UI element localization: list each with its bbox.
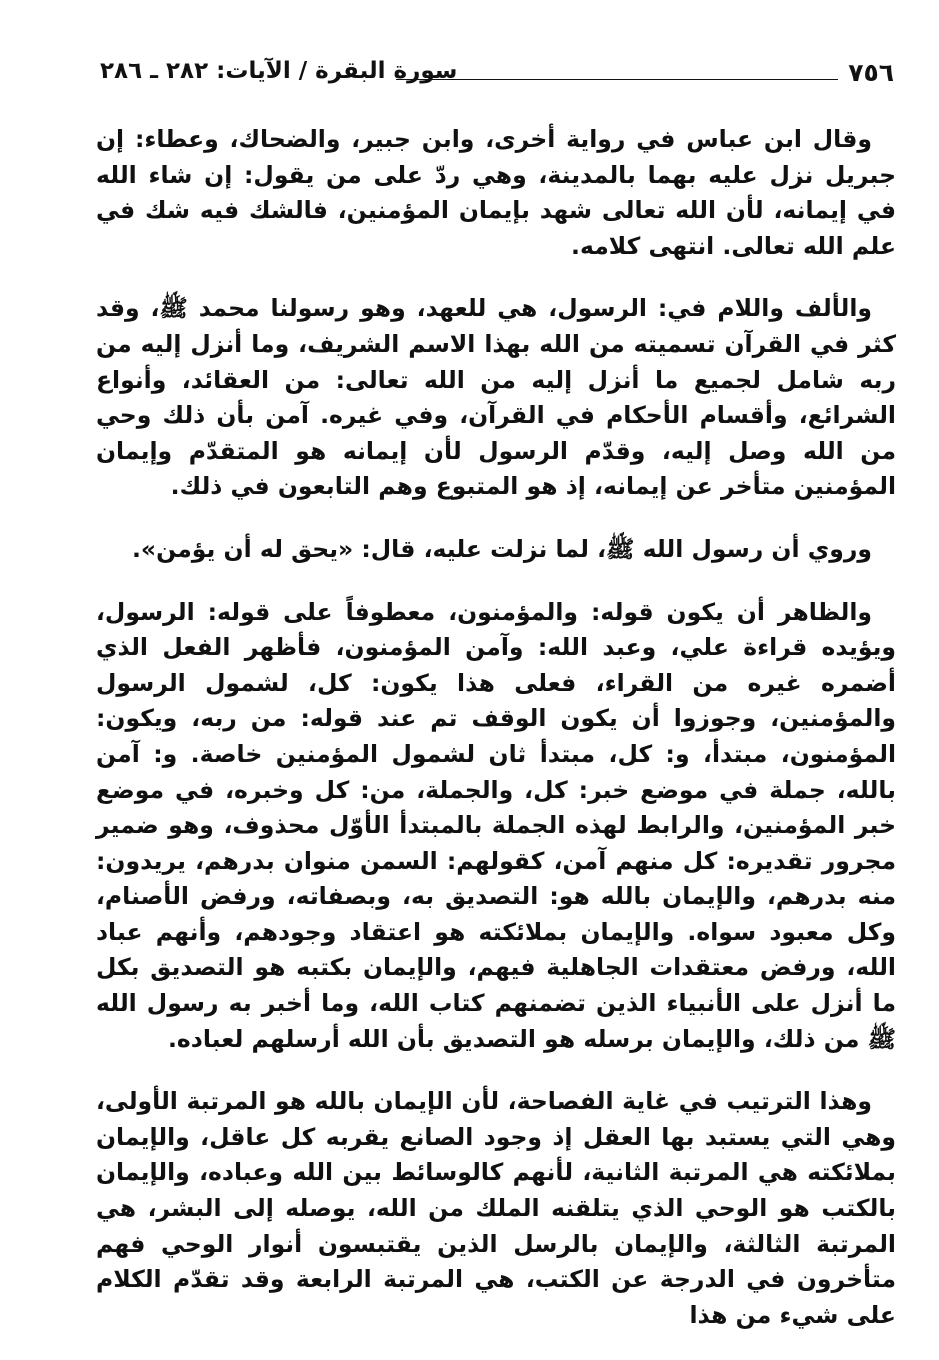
paragraph-5: وهذا الترتيب في غاية الفصاحة، لأن الإيمان بالله هو المرتبة الأولى، وهي التي يستبد بها العقل إذ وجود الصانع يقربه كل عاقل، والإيمان بملائكته هي المرتبة الثانية، لأنهم كالوسائط بين الله وعباده، والإيمان بالكتب هو الوحي الذي يتلقنه الملك من الله، يوصله إلى البشر، هي المرتبة الثالثة، والإيمان بالرسل الذين يقتبسون أنوار الوحي فهم متأخرون في الدرجة عن الكتب، هي المرتبة الرابعة وقد تقدّم الكلام على شيء من هذا [96, 1087, 896, 1329]
running-head [96, 52, 896, 92]
running-title: سورة البقرة / الآيات: ٢٨٢ ـ ٢٨٦ [100, 58, 458, 84]
header-rule [396, 79, 838, 80]
page [96, 52, 896, 1360]
paragraph-2: والألف واللام في: الرسول، هي للعهد، وهو رسولنا محمد ﷺ، وقد كثر في القرآن تسميته من الله بهذا الاسم الشريف، وما أنزل إليه من ربه شامل لجميع ما أنزل إليه من الله تعالى: من العقائد، وأنواع الشرائع، وأقسام الأحكام في القرآن، وفي غيره. آمن بأن ذلك وحي من الله وصل إليه، وقدّم الرسول لأن إيمانه هو المتقدّم وإيمان المؤمنين متأخر عن إيمانه، إذ هو المتبوع وهم التابعون في ذلك. [96, 294, 896, 501]
paragraph-4: والظاهر أن يكون قوله: والمؤمنون، معطوفاً على قوله: الرسول، ويؤيده قراءة علي، وعبد الله: وآمن المؤمنون، فأظهر الفعل الذي أضمره غيره من القراء، فعلى هذا يكون: كل، لشمول الرسول والمؤمنين، وجوزوا أن يكون الوقف تم عند قوله: من ربه، ويكون: المؤمنون، مبتدأ، و: كل، مبتدأ ثان لشمول المؤمنين خاصة. و: آمن بالله، جملة في موضع خبر: كل، والجملة، من: كل وخبره، في موضع خبر المؤمنين، والرابط لهذه الجملة بالمبتدأ الأوّل محذوف، وهو ضمير مجرور تقديره: كل منهم آمن، كقولهم: السمن منوان بدرهم، يريدون: منه بدرهم، والإيمان بالله هو: التصديق به، وبصفاته، ورفض الأصنام، وكل معبود سواه. والإيمان بملائكته هو اعتقاد وجودهم، وأنهم عباد الله، ورفض معتقدات الجاهلية فيهم، والإيمان بكتبه هو التصديق بكل ما أنزل على الأنبياء الذين تضمنهم كتاب الله، وما أخبر به رسول الله ﷺ من ذلك، والإيمان برسله هو التصديق بأن الله أرسلهم لعباده. [96, 597, 896, 1053]
paragraph-1: وقال ابن عباس في رواية أخرى، وابن جبير، والضحاك، وعطاء: إن جبريل نزل عليه بهما بالمدينة، وهي ردّ على من يقول: إن شاء الله في إيمانه، لأن الله تعالى شهد بإيمان المؤمنين، فالشك فيه شك في علم الله تعالى. انتهى كلامه. [96, 125, 896, 260]
body-text [96, 122, 896, 1333]
page-number: ٧٥٦ [848, 58, 894, 87]
paragraph-3: وروي أن رسول الله ﷺ، لما نزلت عليه، قال: «يحق له أن يؤمن». [131, 534, 872, 563]
